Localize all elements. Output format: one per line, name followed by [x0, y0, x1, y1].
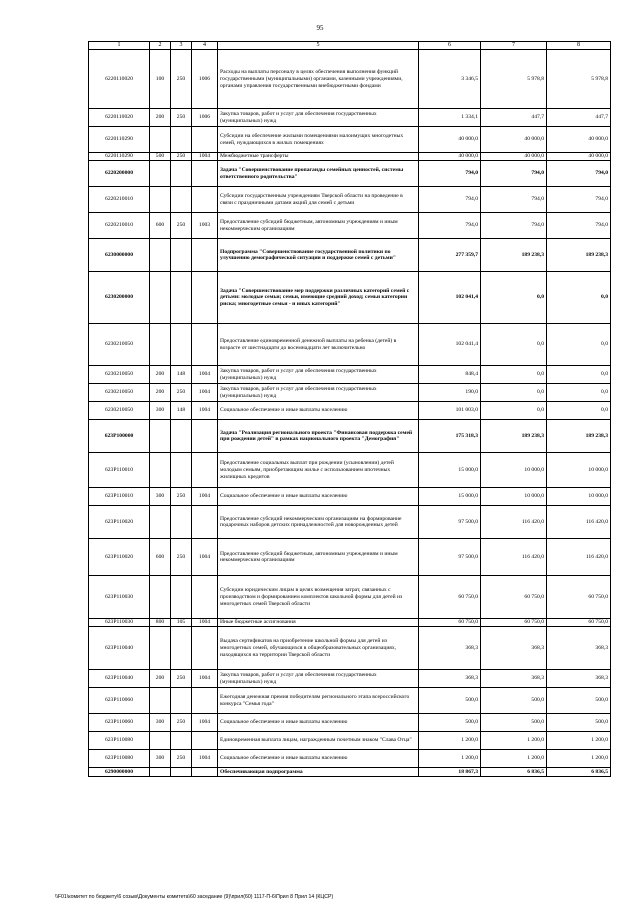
amount-cell: 40 000,0 — [547, 127, 611, 153]
value-cell — [150, 187, 171, 213]
value-cell: 148 — [171, 402, 192, 420]
value-cell — [171, 732, 192, 750]
amount-cell: 447,7 — [481, 109, 547, 127]
description-cell: Социальное обеспечение и иные выплаты населению — [218, 402, 419, 420]
value-cell — [171, 161, 192, 187]
value-cell: 250 — [171, 384, 192, 402]
value-cell: 148 — [171, 366, 192, 384]
amount-cell: 1 334,1 — [419, 109, 481, 127]
amount-cell: 116 420,0 — [547, 539, 611, 576]
value-cell: 1004 — [192, 384, 218, 402]
value-cell — [192, 239, 218, 272]
value-cell — [150, 161, 171, 187]
table-row — [89, 153, 611, 161]
description-cell: Закупка товаров, работ и услуг для обеспечения государственных (муниципальных) нужд — [218, 109, 419, 127]
value-cell — [192, 127, 218, 153]
value-cell: 250 — [171, 488, 192, 506]
amount-cell: 116 420,0 — [481, 506, 547, 539]
description-cell: Субсидии государственным учреждениям Тверской области на проведение в связи с праздничными датами акций для семей с детьми — [218, 187, 419, 213]
column-header: 5 — [218, 42, 419, 50]
amount-cell: 0,0 — [481, 402, 547, 420]
amount-cell: 794,0 — [547, 161, 611, 187]
code-cell: 6220110020 — [89, 109, 150, 127]
amount-cell: 189 238,3 — [481, 239, 547, 272]
amount-cell: 40 000,0 — [481, 127, 547, 153]
value-cell — [192, 187, 218, 213]
amount-cell: 500,0 — [547, 714, 611, 732]
amount-cell: 3 346,5 — [419, 50, 481, 109]
value-cell — [192, 732, 218, 750]
description-cell: Расходы на выплаты персоналу в целях обеспечения выполнения функций государственными (муниципальными) органами, казенными учреждениями, органами управления государственными внебюджетными фондами — [218, 50, 419, 109]
amount-cell: 1 200,0 — [481, 750, 547, 768]
value-cell: 250 — [171, 670, 192, 688]
table-row — [89, 213, 611, 239]
amount-cell: 794,0 — [419, 213, 481, 239]
budget-table — [88, 41, 611, 777]
table-row — [89, 714, 611, 732]
amount-cell: 15 000,0 — [419, 488, 481, 506]
column-header: 8 — [547, 42, 611, 50]
description-cell: Предоставление субсидий некоммерческим организациям на формирование подарочных наборов детских принадлежностей для новорожденных детей — [218, 506, 419, 539]
column-number-row — [89, 42, 611, 50]
value-cell — [171, 627, 192, 670]
table-row — [89, 402, 611, 420]
description-cell: Закупка товаров, работ и услуг для обеспечения государственных (муниципальных) нужд — [218, 670, 419, 688]
table-row — [89, 420, 611, 453]
table-row — [89, 732, 611, 750]
column-header: 7 — [481, 42, 547, 50]
value-cell: 1006 — [192, 109, 218, 127]
amount-cell: 794,0 — [481, 161, 547, 187]
value-cell: 1004 — [192, 670, 218, 688]
description-cell: Закупка товаров, работ и услуг для обеспечения государственных (муниципальных) нужд — [218, 366, 419, 384]
table-row — [89, 127, 611, 153]
table-row — [89, 453, 611, 488]
value-cell: 200 — [150, 366, 171, 384]
amount-cell: 6 836,5 — [547, 768, 611, 777]
description-cell: Субсидии юридическим лицам в целях возмещения затрат, связанных с производством и формированием комплектов школьной формы для детей из многодетных семей Тверской области — [218, 576, 419, 619]
amount-cell: 40 000,0 — [547, 153, 611, 161]
amount-cell: 102 041,4 — [419, 272, 481, 324]
description-cell: Задача "Совершенствование пропаганды семейных ценностей, системы ответственного родительства" — [218, 161, 419, 187]
value-cell — [192, 324, 218, 366]
amount-cell: 189 238,3 — [481, 420, 547, 453]
code-cell: 6220200000 — [89, 161, 150, 187]
table-row — [89, 366, 611, 384]
amount-cell: 848,4 — [419, 366, 481, 384]
amount-cell: 60 750,0 — [481, 576, 547, 619]
amount-cell: 1 200,0 — [481, 732, 547, 750]
code-cell: 6230210050 — [89, 384, 150, 402]
value-cell: 100 — [150, 50, 171, 109]
amount-cell: 60 750,0 — [547, 576, 611, 619]
amount-cell: 189 238,3 — [547, 420, 611, 453]
value-cell: 250 — [171, 50, 192, 109]
value-cell — [150, 239, 171, 272]
table-row — [89, 488, 611, 506]
value-cell — [192, 576, 218, 619]
amount-cell: 0,0 — [547, 272, 611, 324]
table-row — [89, 109, 611, 127]
value-cell — [192, 506, 218, 539]
amount-cell: 18 867,3 — [419, 768, 481, 777]
table-row — [89, 768, 611, 777]
value-cell — [150, 768, 171, 777]
description-cell: Предоставление субсидий бюджетным, автономным учреждениям и иным некоммерческим организациям — [218, 539, 419, 576]
code-cell: 623P110030 — [89, 576, 150, 619]
amount-cell: 40 000,0 — [481, 153, 547, 161]
code-cell: 6220110020 — [89, 50, 150, 109]
value-cell — [171, 506, 192, 539]
value-cell: 1004 — [192, 366, 218, 384]
amount-cell: 15 000,0 — [419, 453, 481, 488]
amount-cell: 97 500,0 — [419, 506, 481, 539]
value-cell: 1004 — [192, 402, 218, 420]
value-cell — [192, 161, 218, 187]
amount-cell: 101 003,0 — [419, 402, 481, 420]
table-row — [89, 670, 611, 688]
amount-cell: 189 238,3 — [547, 239, 611, 272]
value-cell: 1004 — [192, 539, 218, 576]
description-cell: Социальное обеспечение и иные выплаты населению — [218, 488, 419, 506]
value-cell: 250 — [171, 714, 192, 732]
amount-cell: 500,0 — [419, 714, 481, 732]
description-cell: Подпрограмма "Совершенствование государственной политики по улучшению демографической ситуации и поддержке семей с детьми" — [218, 239, 419, 272]
value-cell: 300 — [150, 488, 171, 506]
description-cell: Обеспечивающая подпрограмма — [218, 768, 419, 777]
column-header: 2 — [150, 42, 171, 50]
value-cell: 250 — [171, 153, 192, 161]
table-row — [89, 619, 611, 627]
description-cell: Социальное обеспечение и иные выплаты населению — [218, 750, 419, 768]
amount-cell: 5 978,8 — [481, 50, 547, 109]
value-cell: 250 — [171, 109, 192, 127]
amount-cell: 500,0 — [547, 688, 611, 714]
value-cell — [150, 324, 171, 366]
value-cell — [150, 453, 171, 488]
value-cell: 1004 — [192, 153, 218, 161]
value-cell: 250 — [171, 539, 192, 576]
value-cell — [171, 127, 192, 153]
value-cell: 200 — [150, 109, 171, 127]
amount-cell: 60 750,0 — [481, 619, 547, 627]
amount-cell: 368,3 — [481, 627, 547, 670]
value-cell — [171, 768, 192, 777]
amount-cell: 0,0 — [481, 384, 547, 402]
description-cell: Субсидии на обеспечение жилыми помещениями малоимущих многодетных семей, нуждающихся в жилых помещениях — [218, 127, 419, 153]
code-cell: 6230210050 — [89, 324, 150, 366]
table-row — [89, 627, 611, 670]
amount-cell: 447,7 — [547, 109, 611, 127]
value-cell — [150, 127, 171, 153]
amount-cell: 794,0 — [547, 213, 611, 239]
table-row — [89, 688, 611, 714]
amount-cell: 368,3 — [481, 670, 547, 688]
value-cell: 1004 — [192, 750, 218, 768]
amount-cell: 40 000,0 — [419, 153, 481, 161]
description-cell: Предоставление субсидий бюджетным, автономным учреждениям и иным некоммерческим организациям — [218, 213, 419, 239]
value-cell — [150, 272, 171, 324]
amount-cell: 500,0 — [481, 714, 547, 732]
table-row — [89, 50, 611, 109]
table-row — [89, 324, 611, 366]
description-cell: Задача "Совершенствование мер поддержки различных категорий семей с детьми: молодые семьи; семьи, имеющие средний доход; семьи категории риска; многодетные семьи - и иных категорий" — [218, 272, 419, 324]
column-header: 6 — [419, 42, 481, 50]
table-row — [89, 506, 611, 539]
amount-cell: 794,0 — [481, 213, 547, 239]
amount-cell: 794,0 — [547, 187, 611, 213]
amount-cell: 10 000,0 — [547, 488, 611, 506]
amount-cell: 0,0 — [481, 324, 547, 366]
amount-cell: 277 359,7 — [419, 239, 481, 272]
amount-cell: 368,3 — [419, 627, 481, 670]
description-cell: Задача "Реализация регионального проекта "Финансовая поддержка семей при рождении детей" в рамках национального проекта "Демография" — [218, 420, 419, 453]
description-cell: Межбюджетные трансферты — [218, 153, 419, 161]
description-cell: Социальное обеспечение и иные выплаты населению — [218, 714, 419, 732]
value-cell — [192, 453, 218, 488]
value-cell — [171, 688, 192, 714]
table-row — [89, 187, 611, 213]
value-cell: 250 — [171, 750, 192, 768]
value-cell: 1004 — [192, 488, 218, 506]
value-cell: 200 — [150, 384, 171, 402]
amount-cell: 1 200,0 — [547, 732, 611, 750]
value-cell — [150, 627, 171, 670]
code-cell: 623P110080 — [89, 732, 150, 750]
value-cell: 300 — [150, 402, 171, 420]
code-cell: 6230210050 — [89, 402, 150, 420]
value-cell — [192, 768, 218, 777]
value-cell — [150, 506, 171, 539]
table-row — [89, 576, 611, 619]
description-cell: Предоставление социальных выплат при рождении (усыновлении) детей молодым семьям, приобретающим жилье с использованием ипотечных жилищных кредитов — [218, 453, 419, 488]
amount-cell: 116 420,0 — [481, 539, 547, 576]
amount-cell: 5 978,8 — [547, 50, 611, 109]
value-cell: 800 — [150, 619, 171, 627]
code-cell: 6220110290 — [89, 153, 150, 161]
code-cell: 623P110020 — [89, 539, 150, 576]
code-cell: 6220210010 — [89, 187, 150, 213]
value-cell: 1003 — [192, 213, 218, 239]
code-cell: 623P100000 — [89, 420, 150, 453]
amount-cell: 368,3 — [547, 627, 611, 670]
amount-cell: 1 200,0 — [547, 750, 611, 768]
amount-cell: 40 000,0 — [419, 127, 481, 153]
value-cell — [192, 627, 218, 670]
table-row — [89, 161, 611, 187]
amount-cell: 97 500,0 — [419, 539, 481, 576]
amount-cell: 10 000,0 — [481, 453, 547, 488]
table-row — [89, 239, 611, 272]
value-cell — [150, 688, 171, 714]
code-cell: 6290000000 — [89, 768, 150, 777]
page-number: 95 — [316, 24, 324, 32]
value-cell: 105 — [171, 619, 192, 627]
description-cell: Предоставление единовременной денежной выплаты на ребенка (детей) в возрасте от шестнадцати до восемнадцати лет включительно — [218, 324, 419, 366]
description-cell: Единовременная выплата лицам, награжденным почетным знаком "Слава Отца" — [218, 732, 419, 750]
table-row — [89, 539, 611, 576]
amount-cell: 794,0 — [481, 187, 547, 213]
code-cell: 623P110010 — [89, 453, 150, 488]
table-row — [89, 272, 611, 324]
value-cell: 1004 — [192, 714, 218, 732]
amount-cell: 102 041,4 — [419, 324, 481, 366]
value-cell — [171, 272, 192, 324]
value-cell: 500 — [150, 153, 171, 161]
value-cell: 200 — [150, 670, 171, 688]
amount-cell: 116 420,0 — [547, 506, 611, 539]
value-cell — [192, 420, 218, 453]
value-cell: 300 — [150, 750, 171, 768]
amount-cell: 0,0 — [547, 324, 611, 366]
amount-cell: 0,0 — [547, 366, 611, 384]
code-cell: 623P110060 — [89, 714, 150, 732]
code-cell: 623P110020 — [89, 506, 150, 539]
value-cell: 600 — [150, 213, 171, 239]
value-cell — [150, 576, 171, 619]
column-header: 3 — [171, 42, 192, 50]
amount-cell: 1 200,0 — [419, 750, 481, 768]
amount-cell: 60 750,0 — [419, 619, 481, 627]
amount-cell: 368,3 — [419, 670, 481, 688]
value-cell — [192, 688, 218, 714]
file-path-footer: \\F01\комитет по бюджету\6 созыв\Документы комитета\60 заседание (9)\прил(60) 1117-П-6\Прил 8 Прил 14 (КЦСР) — [55, 894, 334, 900]
code-cell: 6230200000 — [89, 272, 150, 324]
value-cell — [171, 187, 192, 213]
value-cell: 300 — [150, 714, 171, 732]
description-cell: Иные бюджетные ассигнования — [218, 619, 419, 627]
amount-cell: 368,3 — [547, 670, 611, 688]
code-cell: 623P110010 — [89, 488, 150, 506]
code-cell: 6220110290 — [89, 127, 150, 153]
column-header: 1 — [89, 42, 150, 50]
value-cell — [150, 420, 171, 453]
table-row — [89, 750, 611, 768]
amount-cell: 500,0 — [419, 688, 481, 714]
code-cell: 623P110030 — [89, 619, 150, 627]
code-cell: 623P110040 — [89, 627, 150, 670]
amount-cell: 794,0 — [419, 161, 481, 187]
value-cell — [171, 453, 192, 488]
code-cell: 6220210010 — [89, 213, 150, 239]
amount-cell: 6 836,5 — [481, 768, 547, 777]
amount-cell: 60 750,0 — [419, 576, 481, 619]
code-cell: 623P110040 — [89, 670, 150, 688]
value-cell: 250 — [171, 213, 192, 239]
value-cell — [171, 239, 192, 272]
value-cell — [171, 576, 192, 619]
description-cell: Закупка товаров, работ и услуг для обеспечения государственных (муниципальных) нужд — [218, 384, 419, 402]
amount-cell: 60 750,0 — [547, 619, 611, 627]
amount-cell: 500,0 — [481, 688, 547, 714]
amount-cell: 0,0 — [481, 366, 547, 384]
code-cell: 623P110080 — [89, 750, 150, 768]
value-cell — [171, 324, 192, 366]
amount-cell: 1 200,0 — [419, 732, 481, 750]
amount-cell: 175 318,3 — [419, 420, 481, 453]
code-cell: 6230000000 — [89, 239, 150, 272]
description-cell: Ежегодная денежная премия победителям регионального этапа всероссийского конкурса "Семья года" — [218, 688, 419, 714]
column-header: 4 — [192, 42, 218, 50]
code-cell: 623P110060 — [89, 688, 150, 714]
amount-cell: 10 000,0 — [547, 453, 611, 488]
table-row — [89, 384, 611, 402]
value-cell — [171, 420, 192, 453]
amount-cell: 10 000,0 — [481, 488, 547, 506]
description-cell: Выдача сертификатов на приобретение школьной формы для детей из многодетных семей, обучающихся в общеобразовательных организациях, находящихся на территории Тверской области — [218, 627, 419, 670]
table-body — [89, 50, 611, 777]
code-cell: 6230210050 — [89, 366, 150, 384]
value-cell: 600 — [150, 539, 171, 576]
amount-cell: 0,0 — [547, 402, 611, 420]
amount-cell: 0,0 — [481, 272, 547, 324]
value-cell: 1006 — [192, 50, 218, 109]
value-cell — [150, 732, 171, 750]
value-cell — [192, 272, 218, 324]
value-cell: 1004 — [192, 619, 218, 627]
amount-cell: 794,0 — [419, 187, 481, 213]
amount-cell: 190,0 — [419, 384, 481, 402]
amount-cell: 0,0 — [547, 384, 611, 402]
